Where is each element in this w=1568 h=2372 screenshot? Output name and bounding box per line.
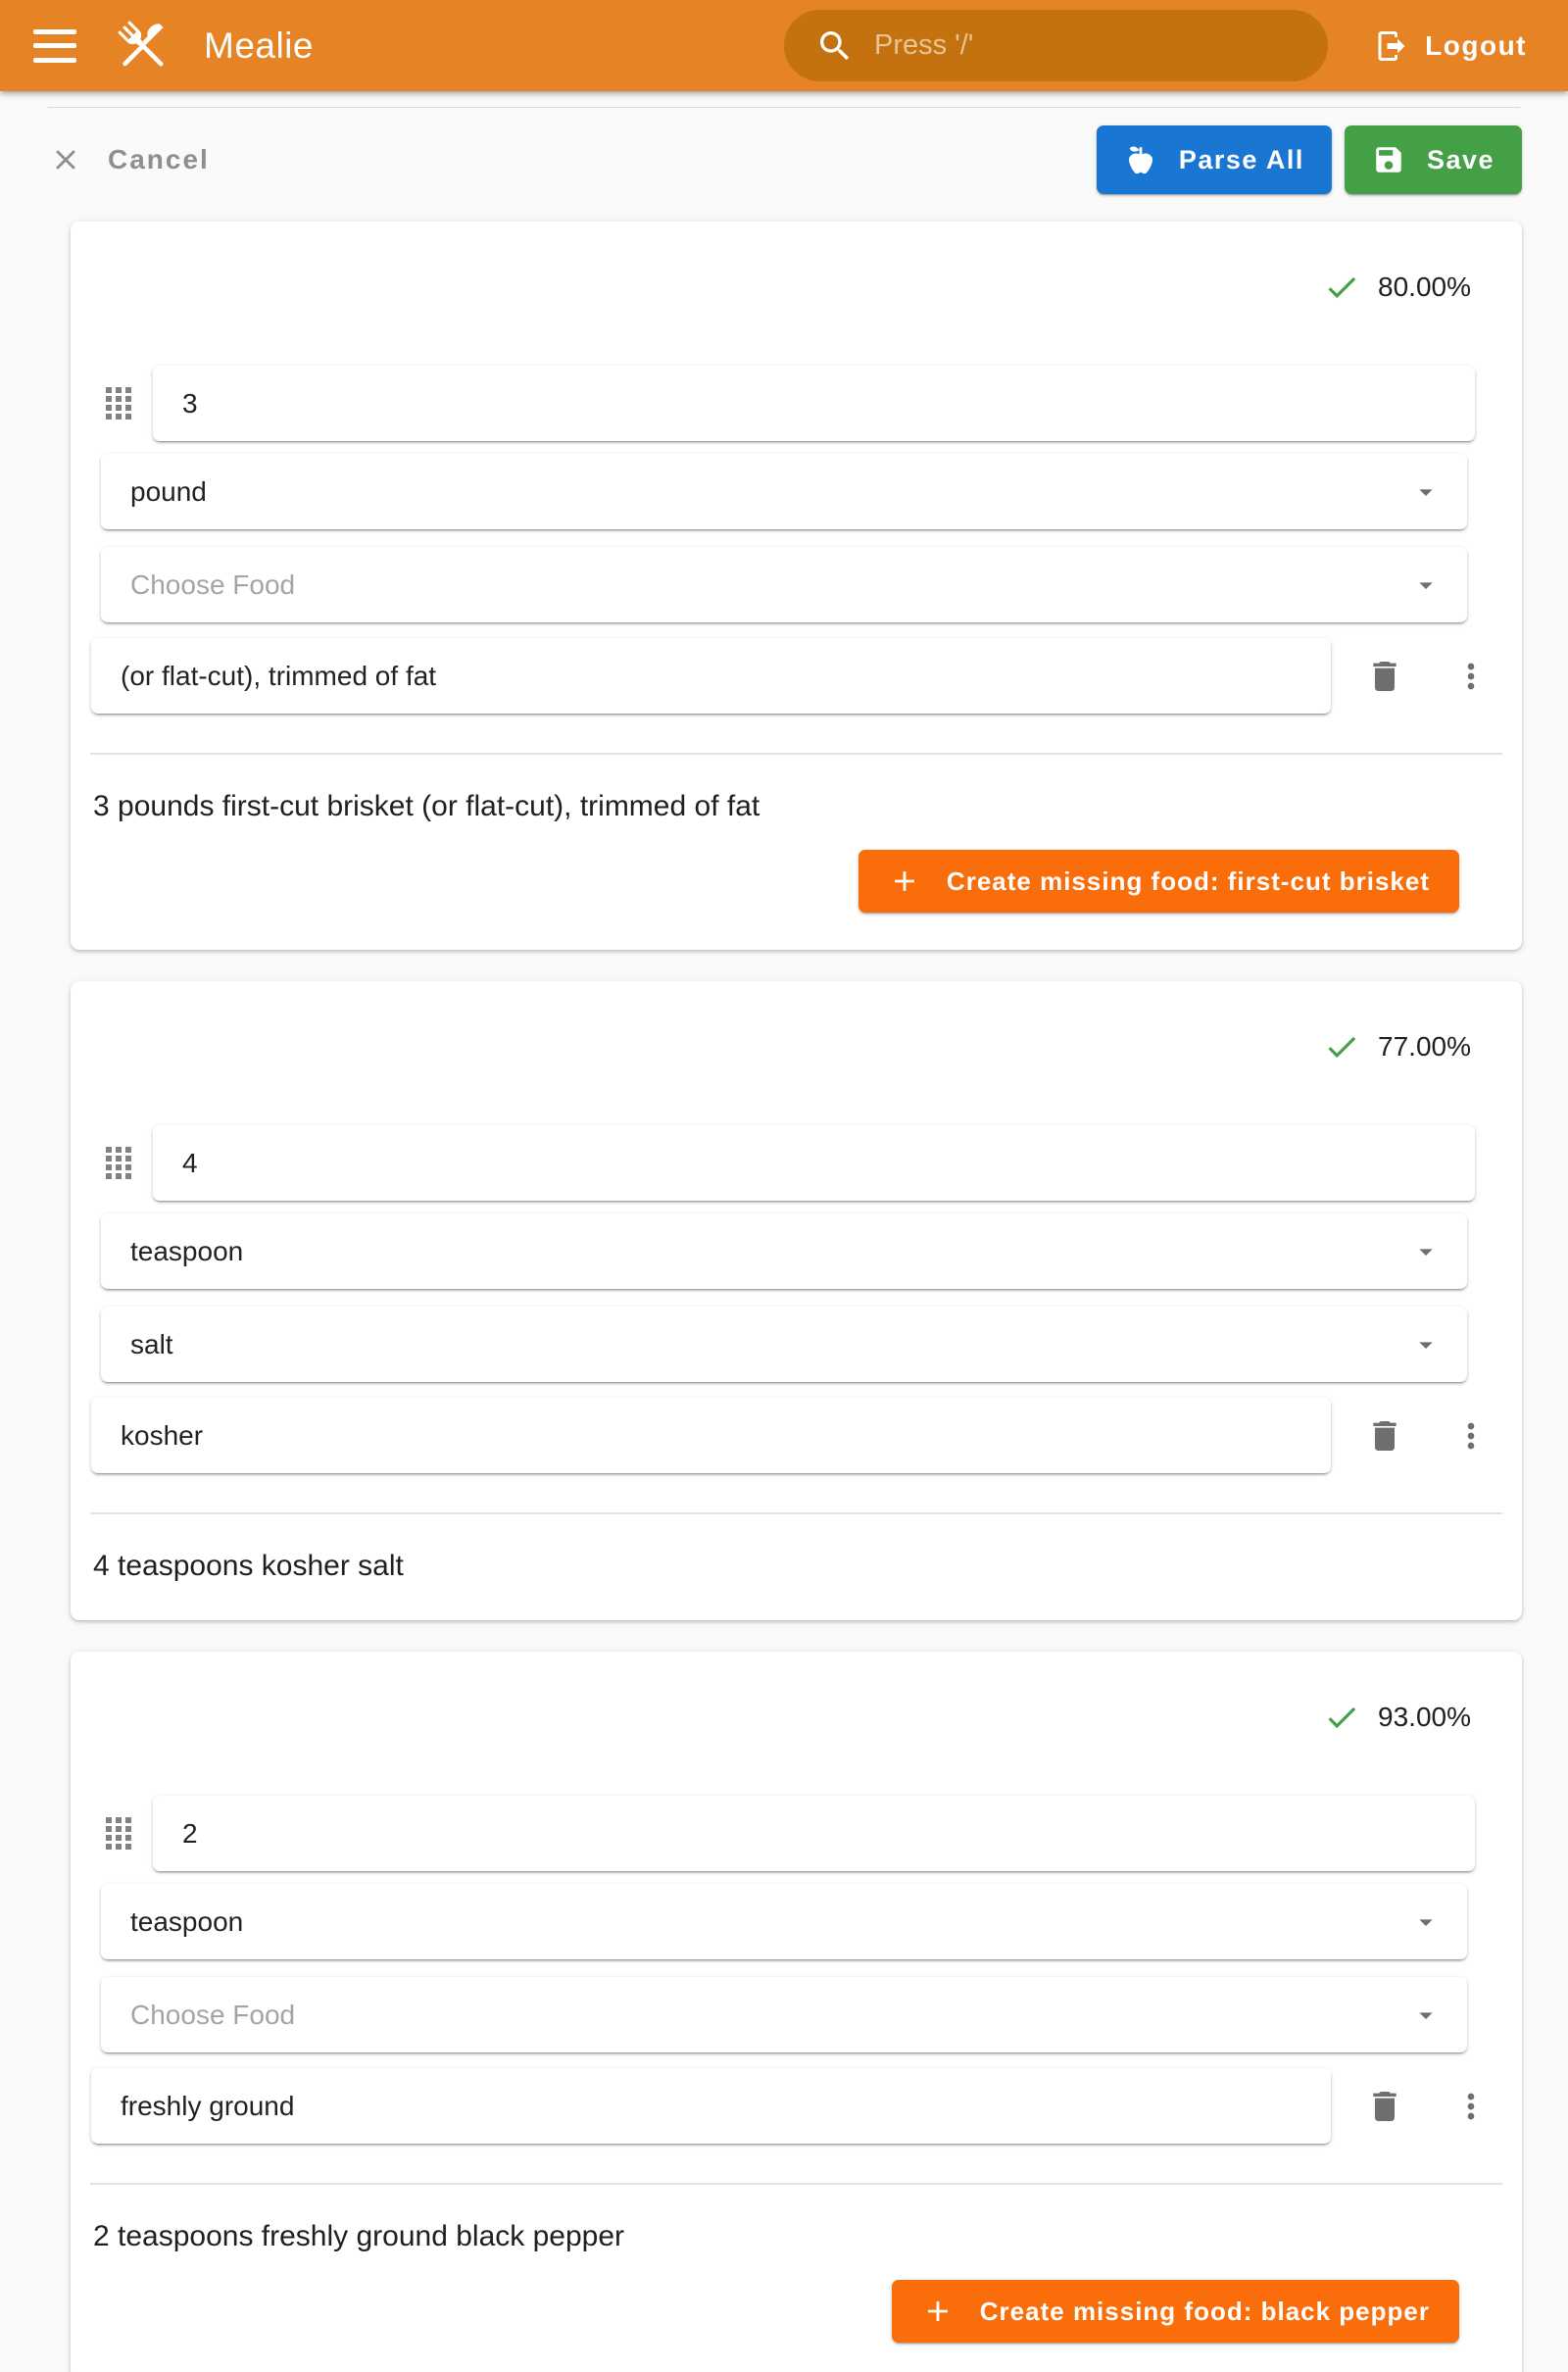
food-select[interactable] (101, 1307, 1467, 1382)
more-options-button[interactable] (1451, 2087, 1491, 2126)
create-food-row (71, 823, 1522, 913)
check-icon (1323, 269, 1360, 306)
create-missing-food-button[interactable] (892, 2280, 1459, 2343)
food-select-value: salt (130, 1328, 173, 1359)
quantity-input[interactable] (153, 1125, 1475, 1201)
chevron-down-icon (1410, 569, 1442, 601)
trash-icon (1365, 1416, 1404, 1456)
chevron-down-icon (1410, 476, 1442, 508)
ingredient-card (71, 222, 1522, 950)
logout-button[interactable] (1366, 17, 1535, 75)
chevron-down-icon (1410, 1329, 1442, 1360)
check-icon (1323, 1699, 1360, 1736)
note-input[interactable] (91, 2068, 1331, 2144)
delete-ingredient-button[interactable] (1365, 1416, 1404, 1456)
search-icon (815, 26, 855, 66)
unit-select-value: pound (130, 475, 207, 507)
chevron-down-icon (1410, 2000, 1442, 2031)
unit-select[interactable] (101, 1213, 1467, 1289)
note-row (91, 1398, 1522, 1473)
trash-icon (1365, 657, 1404, 696)
unit-select-value: teaspoon (130, 1235, 244, 1266)
unit-select[interactable] (101, 454, 1467, 529)
card-divider (90, 1512, 1502, 1514)
plus-icon (888, 865, 921, 898)
confidence-value: 80.00% (1378, 272, 1471, 302)
cancel-label: Cancel (108, 144, 210, 174)
app-header (0, 0, 1568, 91)
plus-icon (921, 2295, 955, 2328)
ingredient-card (71, 1652, 1522, 2372)
ingredient-list (71, 222, 1522, 2372)
close-icon (49, 143, 82, 176)
quantity-input[interactable] (153, 366, 1475, 441)
chevron-down-icon (1410, 1906, 1442, 1938)
quantity-row (106, 1796, 1475, 1871)
editor-toolbar (0, 108, 1568, 194)
food-select-value: Choose Food (130, 1999, 296, 2030)
delete-ingredient-button[interactable] (1365, 2087, 1404, 2126)
confidence-value: 93.00% (1378, 1702, 1471, 1732)
cancel-button[interactable] (49, 143, 210, 176)
drag-handle-icon[interactable] (106, 387, 131, 420)
card-divider (90, 753, 1502, 755)
save-label: Save (1426, 144, 1494, 174)
note-row (91, 638, 1522, 714)
app-title: Mealie (204, 25, 314, 66)
logout-label: Logout (1425, 29, 1527, 61)
drag-handle-icon[interactable] (106, 1817, 131, 1851)
confidence-row (71, 981, 1522, 1063)
chevron-down-icon (1410, 1236, 1442, 1267)
silverware-logo-icon (112, 15, 174, 77)
parse-all-button[interactable] (1097, 125, 1332, 194)
note-row (91, 2068, 1522, 2144)
logout-icon (1374, 28, 1409, 64)
more-options-button[interactable] (1451, 1416, 1491, 1456)
delete-ingredient-button[interactable] (1365, 657, 1404, 696)
food-select[interactable] (101, 1977, 1467, 2052)
create-missing-food-label: Create missing food: first-cut brisket (946, 865, 1430, 896)
create-missing-food-button[interactable] (858, 850, 1459, 913)
food-select[interactable] (101, 547, 1467, 622)
original-ingredient-text: 3 pounds first-cut brisket (or flat-cut), trimmed of fat (93, 790, 760, 822)
kebab-menu-icon (1451, 2087, 1491, 2126)
kebab-menu-icon (1451, 657, 1491, 696)
quantity-row (106, 366, 1475, 441)
unit-select[interactable] (101, 1884, 1467, 1959)
search-input[interactable] (874, 29, 1304, 62)
card-divider (90, 2183, 1502, 2185)
confidence-row (71, 1652, 1522, 1734)
apple-icon (1124, 143, 1157, 176)
save-button[interactable] (1345, 125, 1522, 194)
confidence-row (71, 222, 1522, 304)
quantity-input[interactable] (153, 1796, 1475, 1871)
ingredient-card (71, 981, 1522, 1620)
floppy-save-icon (1372, 143, 1405, 176)
create-missing-food-label: Create missing food: black pepper (979, 2296, 1430, 2326)
kebab-menu-icon (1451, 1416, 1491, 1456)
trash-icon (1365, 2087, 1404, 2126)
unit-select-value: teaspoon (130, 1905, 244, 1937)
more-options-button[interactable] (1451, 657, 1491, 696)
confidence-value: 77.00% (1378, 1031, 1471, 1062)
food-select-value: Choose Food (130, 568, 296, 600)
search-bar[interactable] (784, 10, 1328, 81)
original-ingredient-text: 2 teaspoons freshly ground black pepper (93, 2220, 625, 2252)
parse-all-label: Parse All (1178, 144, 1304, 174)
drag-handle-icon[interactable] (106, 1147, 131, 1180)
check-icon (1323, 1028, 1360, 1065)
quantity-row (106, 1125, 1475, 1201)
note-input[interactable] (91, 638, 1331, 714)
note-input[interactable] (91, 1398, 1331, 1473)
create-food-row (71, 2253, 1522, 2343)
hamburger-menu-icon[interactable] (33, 29, 76, 63)
original-ingredient-text: 4 teaspoons kosher salt (93, 1550, 404, 1582)
